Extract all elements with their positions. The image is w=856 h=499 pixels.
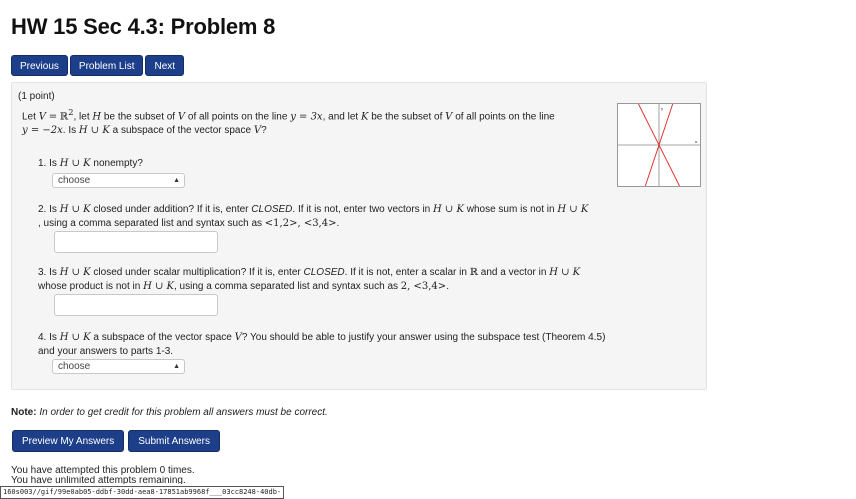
question-3 bbox=[38, 266, 608, 294]
q-text: closed under addition? If it is, enter bbox=[93, 204, 249, 215]
stmt-text: . Is bbox=[62, 125, 77, 137]
preview-answers-button[interactable]: Preview My Answers bbox=[12, 430, 124, 452]
math-union: H ∪ K bbox=[557, 204, 589, 215]
q-text: whose sum is not in bbox=[466, 204, 555, 215]
x-axis-label: x bbox=[695, 139, 698, 144]
closed-keyword: CLOSED bbox=[303, 267, 345, 278]
q-text: , using a comma separated list and syntax such as bbox=[38, 218, 263, 229]
select-arrows-icon: ▲ bbox=[173, 363, 180, 370]
stmt-text: be the subset of bbox=[103, 111, 176, 123]
math-eq: = bbox=[48, 111, 58, 123]
math-union: H ∪ K bbox=[549, 267, 581, 278]
page-title: HW 15 Sec 4.3: Problem 8 bbox=[11, 14, 276, 39]
y-axis-label: y bbox=[661, 106, 664, 111]
q-number: 3. bbox=[38, 267, 47, 278]
math-line-k: y = −2x bbox=[22, 125, 63, 137]
q2-answer-input[interactable] bbox=[54, 231, 218, 253]
math-union: H ∪ K bbox=[59, 267, 91, 278]
stmt-text: a subspace of the vector space bbox=[112, 125, 252, 137]
q-text: . bbox=[336, 218, 340, 229]
math-v: V bbox=[177, 111, 186, 123]
problem-list-button[interactable]: Problem List bbox=[70, 55, 144, 76]
math-k: K bbox=[360, 111, 369, 123]
syntax-example: <1,2>, <3,4> bbox=[264, 218, 337, 229]
problem-nav bbox=[11, 55, 186, 76]
math-sup: 2 bbox=[68, 107, 74, 117]
closed-keyword: CLOSED bbox=[251, 204, 293, 215]
math-union: H ∪ K bbox=[143, 281, 174, 292]
attempts-remaining: You have unlimited attempts remaining. bbox=[11, 476, 186, 484]
image-seed-path: 160s003//gif/99e0ab05-ddbf-30dd-aea8-17851ab9968f___03cc8248-40db- bbox=[0, 486, 284, 499]
stmt-text: of all points on the line bbox=[187, 111, 288, 123]
stmt-text: be the subset of bbox=[371, 111, 443, 123]
math-h: H bbox=[92, 111, 102, 123]
math-reals: ℝ bbox=[59, 111, 69, 123]
problem-box bbox=[11, 82, 707, 390]
previous-button[interactable]: Previous bbox=[11, 55, 68, 76]
stmt-text: Let bbox=[22, 111, 36, 123]
submit-answers-button[interactable]: Submit Answers bbox=[128, 430, 220, 452]
q-text: Is bbox=[49, 204, 57, 215]
q-text: Is bbox=[49, 267, 57, 278]
math-union: H ∪ K bbox=[78, 125, 110, 137]
stmt-text: , let bbox=[73, 111, 90, 123]
math-union: H ∪ K bbox=[433, 204, 464, 215]
q-text: whose product is not in bbox=[38, 281, 141, 292]
math-v: V bbox=[253, 125, 262, 137]
stmt-text: , and let bbox=[322, 111, 359, 123]
math-v: V bbox=[234, 332, 242, 343]
q-text: . If it is not, enter two vectors in bbox=[292, 204, 431, 215]
question-1 bbox=[38, 157, 608, 171]
q-text: and a vector in bbox=[480, 267, 547, 278]
q-text: closed under scalar multiplication? If it is, enter bbox=[93, 267, 301, 278]
math-v: V bbox=[38, 111, 46, 123]
q-number: 2. bbox=[38, 204, 47, 215]
q4-select-value: choose bbox=[58, 361, 91, 372]
q1-select[interactable] bbox=[52, 173, 185, 188]
math-reals: ℝ bbox=[469, 267, 479, 278]
problem-points: (1 point) bbox=[18, 91, 55, 102]
q-text: , using a comma separated list and syntax such as bbox=[174, 281, 399, 292]
math-line-h: y = 3x bbox=[290, 111, 323, 123]
stmt-text: ? bbox=[261, 125, 267, 137]
math-union: H ∪ K bbox=[59, 332, 91, 343]
q3-answer-input[interactable] bbox=[54, 294, 218, 316]
next-button[interactable]: Next bbox=[145, 55, 184, 76]
q-text: . If it is not, enter a scalar in bbox=[344, 267, 467, 278]
problem-statement bbox=[22, 105, 612, 138]
q-text: Is bbox=[49, 332, 57, 343]
math-union: H ∪ K bbox=[59, 158, 91, 169]
graph-svg bbox=[618, 104, 700, 186]
q4-select[interactable] bbox=[52, 359, 185, 374]
lines-graph bbox=[617, 103, 701, 187]
q-text: Is bbox=[49, 158, 57, 169]
q1-select-value: choose bbox=[58, 175, 91, 186]
question-4 bbox=[38, 331, 608, 359]
select-arrows-icon: ▲ bbox=[173, 177, 180, 184]
math-union: H ∪ K bbox=[59, 204, 91, 215]
stmt-text: of all points on the line bbox=[455, 111, 555, 123]
q-text: ? You should be able to justify your answer using the subspace test (Theorem 4.5) and your answers to parts 1-3. bbox=[38, 332, 606, 357]
note-label: Note: bbox=[11, 407, 37, 418]
note-text: In order to get credit for this problem all answers must be correct. bbox=[39, 407, 328, 418]
math-v: V bbox=[445, 111, 453, 123]
submit-bar bbox=[12, 430, 224, 452]
credit-note bbox=[11, 407, 328, 418]
attempts-status: You have attempted this problem 0 times. bbox=[11, 465, 195, 476]
q-text: nonempty? bbox=[93, 158, 143, 169]
syntax-example: 2, <3,4> bbox=[400, 281, 447, 292]
q-number: 1. bbox=[38, 158, 47, 169]
q-text: . bbox=[446, 281, 449, 292]
question-2 bbox=[38, 203, 608, 231]
q-text: a subspace of the vector space bbox=[93, 332, 232, 343]
q-number: 4. bbox=[38, 332, 47, 343]
